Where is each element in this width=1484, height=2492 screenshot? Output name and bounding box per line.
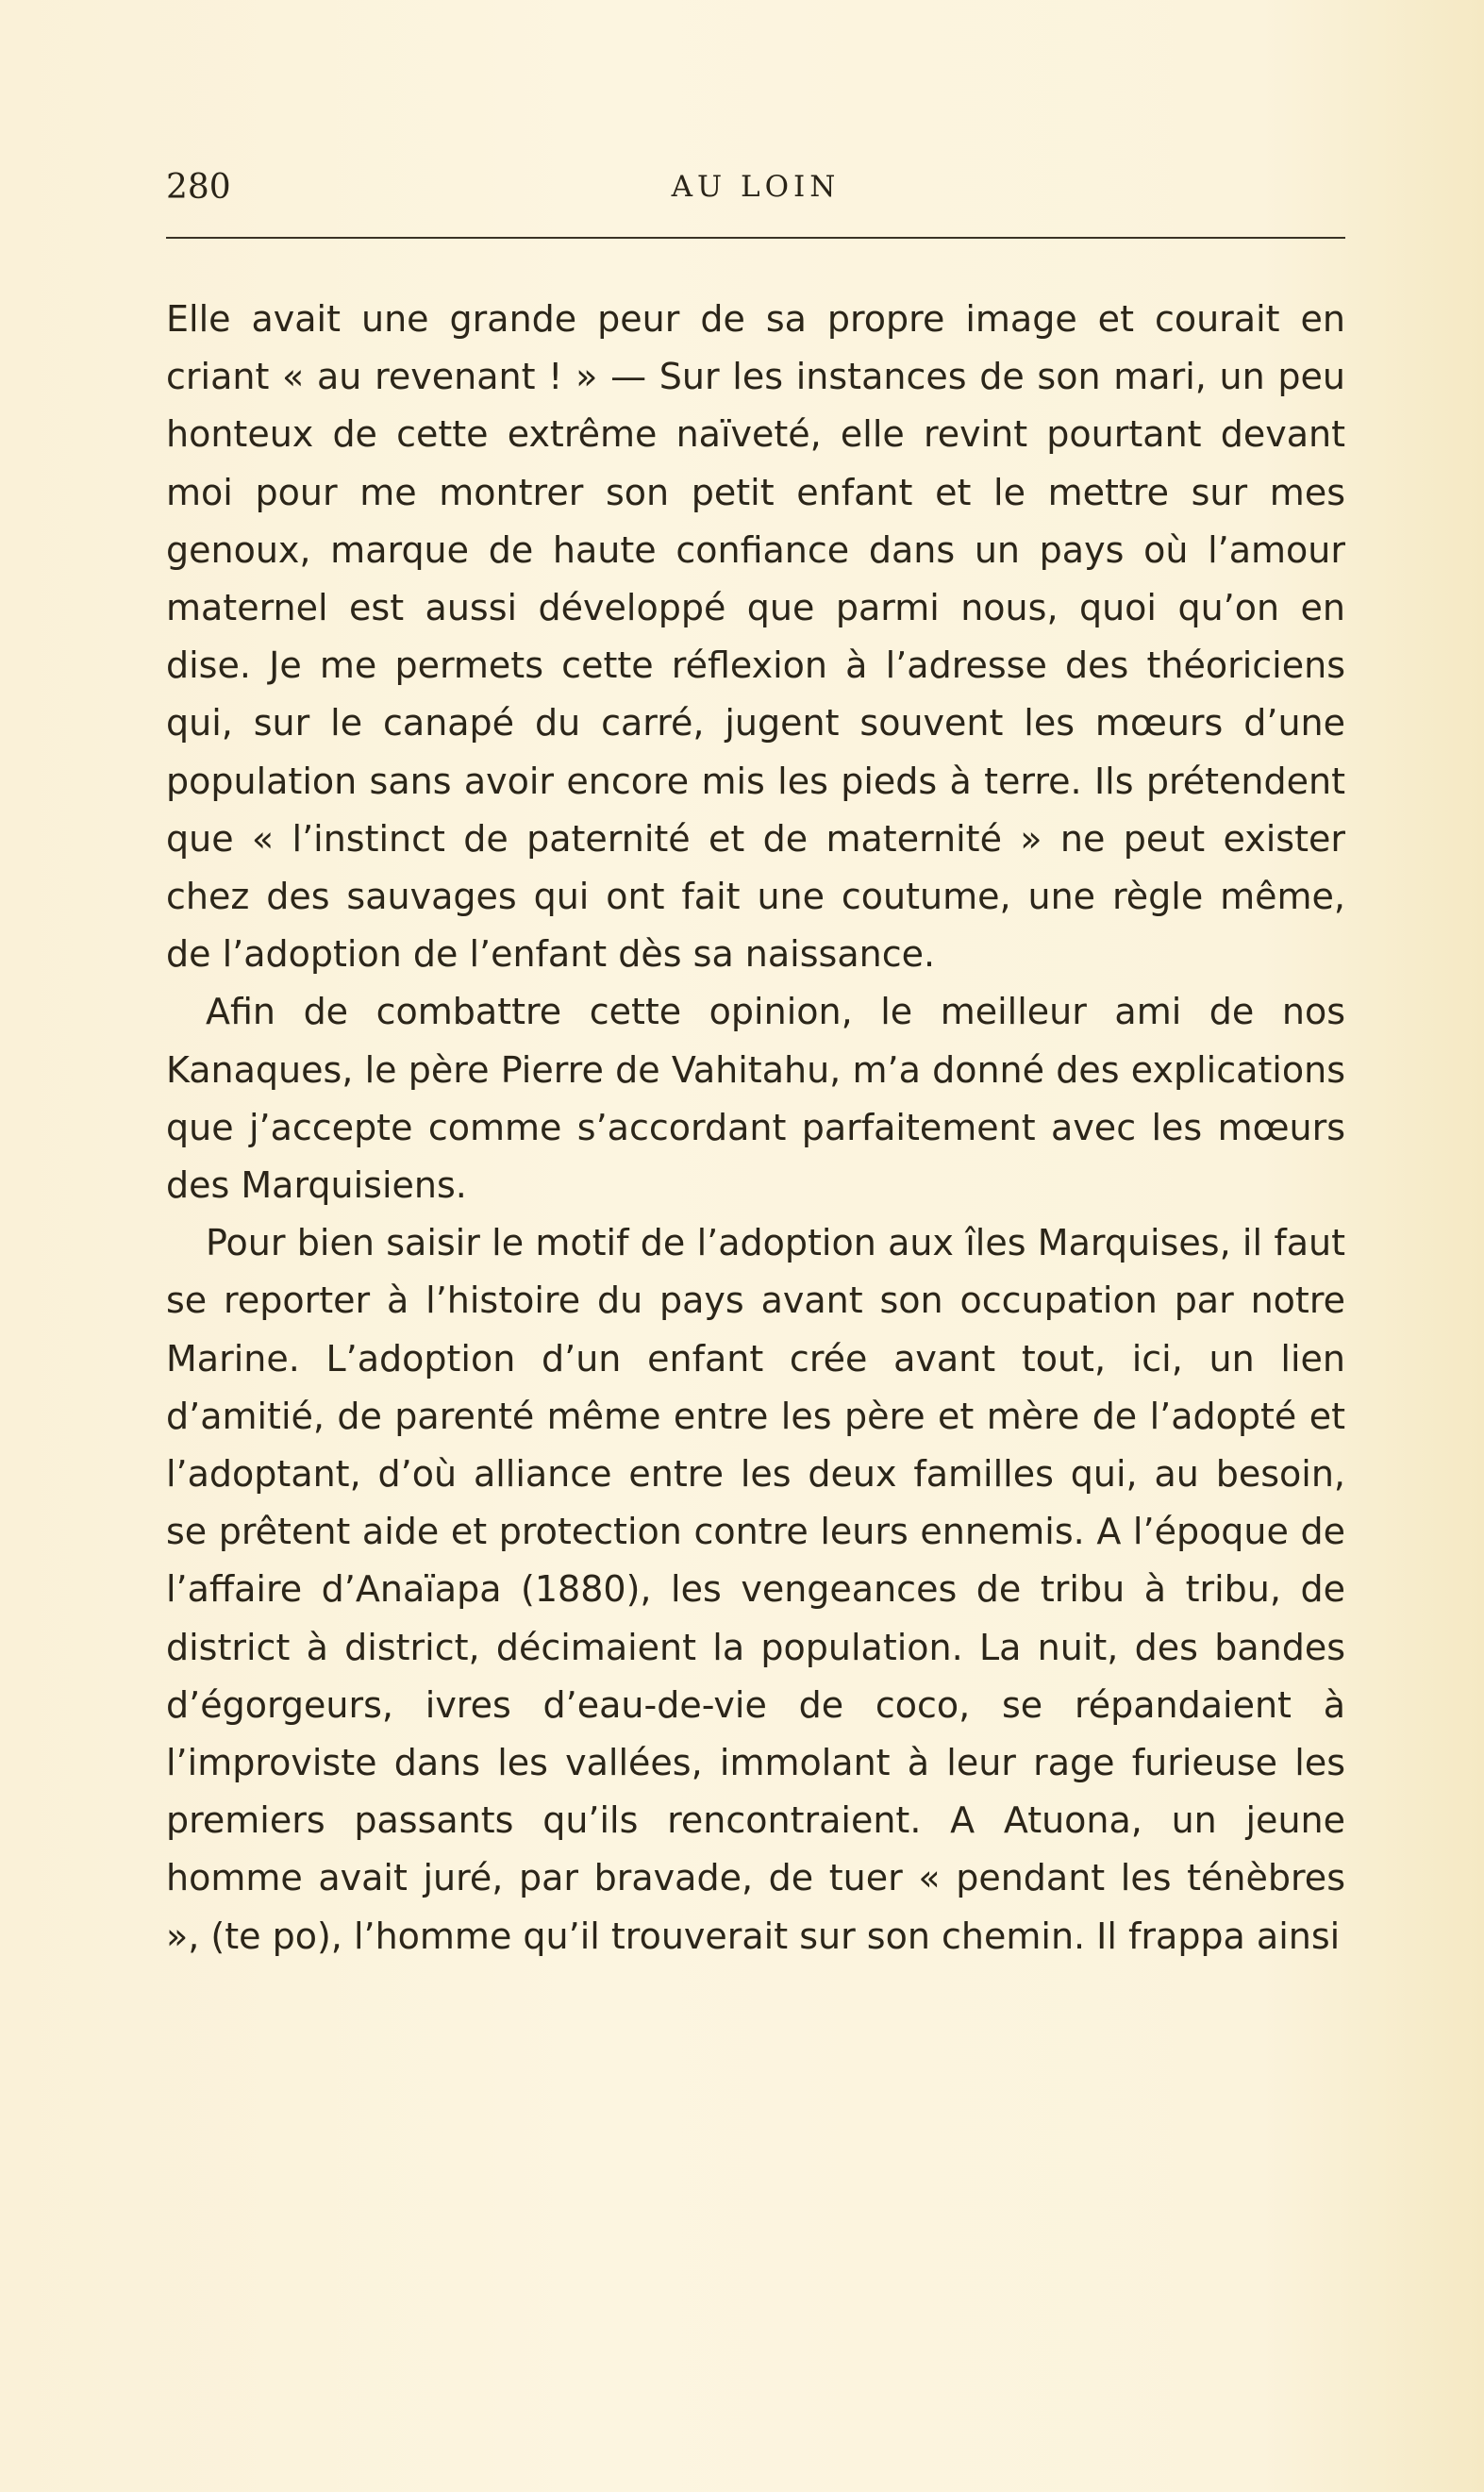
paragraph: Pour bien saisir le motif de l’adoption aux îles Marquises, il faut se reporter à l’histoire du pays avant son occupation par notre Marine. L’adoption d’un enfant crée avant tout, ici, un lien d’amitié, de parenté même entre les père et mère de l’adopté et l’adoptant, d’où alliance entre les deux familles qui, au besoin, se prêtent aide et protection contre leurs ennemis. A l’époque de l’affaire d’Anaïapa (1880), les vengeances de tribu à tribu, de district à district, décimaient la population. La nuit, des bandes d’égorgeurs, ivres d’eau-de-vie de coco, se répandaient à l’improviste dans les vallées, immolant à leur rage furieuse les premiers passants qu’ils rencontraient. A Atuona, un jeune homme avait juré, par bravade, de tuer « pendant les ténèbres », (te po), l’homme qu’il trouverait sur son chemin. Il frappa ainsi xyxy=(166,1222,1345,1957)
header-rule xyxy=(166,237,1345,239)
paragraph: Afin de combattre cette opinion, le meilleur ami de nos Kanaques, le père Pierre de Vahitahu, m’a donné des explications que j’accepte comme s’accordant parfaitement avec les mœurs des Marquisiens. xyxy=(166,991,1345,1207)
page-number: 280 xyxy=(166,168,231,207)
page-header xyxy=(166,168,1345,215)
body-text xyxy=(166,291,1345,1965)
running-title: AU LOIN xyxy=(671,170,841,204)
paragraph: Elle avait une grande peur de sa propre image et courait en criant « au revenant ! » — Sur les instances de son mari, un peu honteux de cette extrême naïveté, elle revint pourtant devant moi pour me montrer son petit enfant et le mettre sur mes genoux, marque de haute confiance dans un pays où l’amour maternel est aussi développé que parmi nous, quoi qu’on en dise. Je me permets cette réflexion à l’adresse des théoriciens qui, sur le canapé du carré, jugent souvent les mœurs d’une population sans avoir encore mis les pieds à terre. Ils prétendent que « l’instinct de paternité et de maternité » ne peut exister chez des sauvages qui ont fait une coutume, une règle même, de l’adoption de l’enfant dès sa naissance. xyxy=(166,298,1345,976)
